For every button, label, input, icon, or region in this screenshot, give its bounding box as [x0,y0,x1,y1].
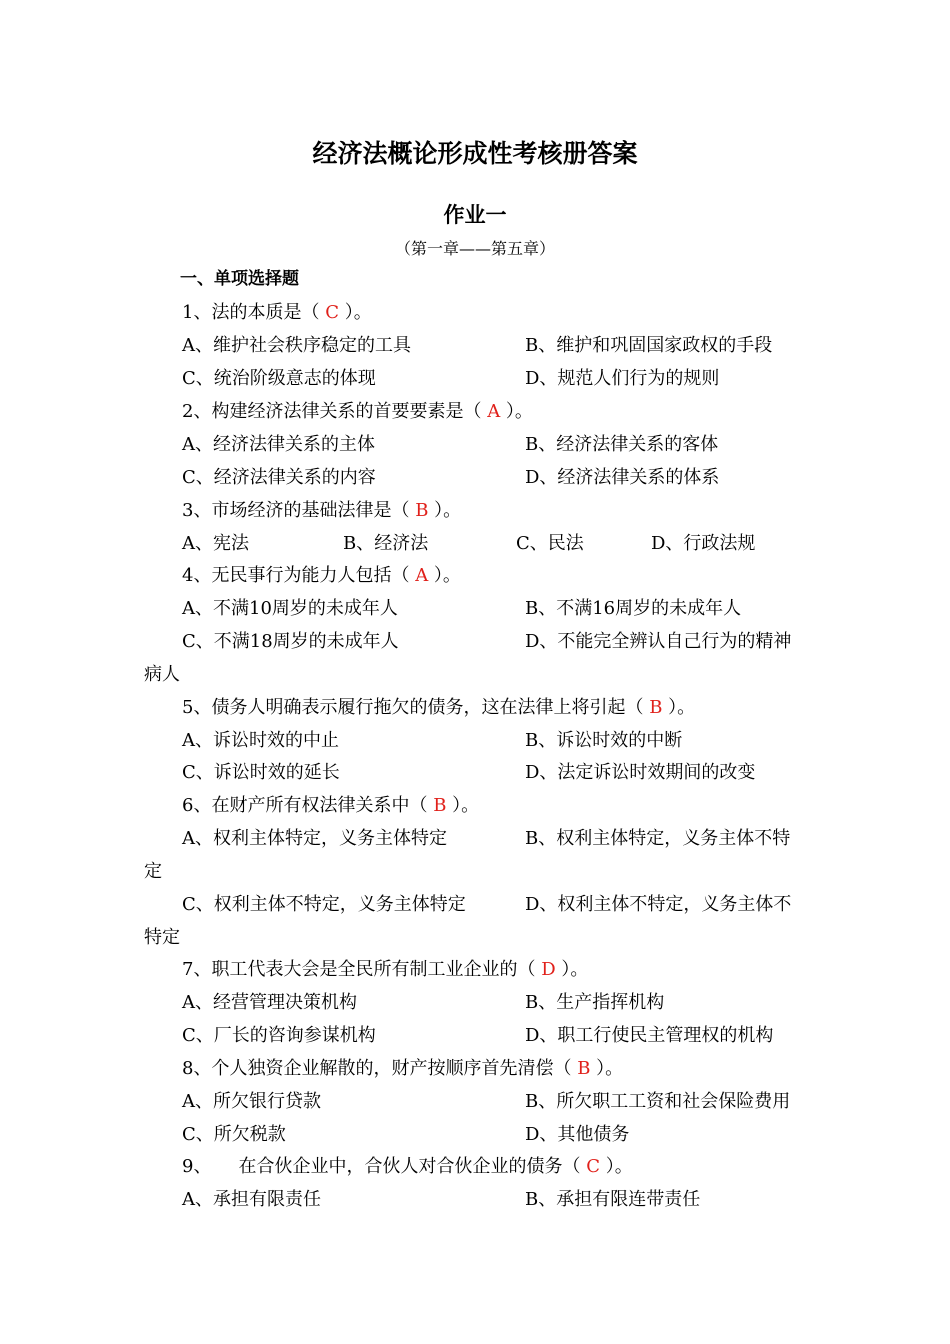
option-c: C、经济法律关系的内容 [182,467,376,488]
option-c: C、厂长的咨询参谋机构 [182,1025,376,1046]
option-d: D、不能完全辨认自己行为的精神 [525,631,792,652]
question-stem: 1、法的本质是（ C ）。 [182,302,372,323]
option-a: A、宪法 [182,533,249,554]
option-a: A、维护社会秩序稳定的工具 [182,335,411,356]
option-c: C、不满18周岁的未成年人 [182,631,399,652]
question-stem: 8、个人独资企业解散的，财产按顺序首先清偿（ B ）。 [182,1058,624,1079]
option-c: C、统治阶级意志的体现 [182,368,376,389]
question-stem: 3、市场经济的基础法律是（ B ）。 [182,500,462,521]
answer-mark: B [415,500,429,521]
option-b: B、诉讼时效的中断 [525,730,683,751]
option-c: C、权利主体不特定，义务主体特定 [182,894,466,915]
option-b: B、所欠职工工资和社会保险费用 [525,1091,791,1112]
option-d: D、行政法规 [651,533,756,554]
option-b: B、权利主体特定，义务主体不特 [525,828,791,849]
option-b-continued: 定 [144,861,162,882]
answer-mark: C [586,1156,600,1177]
question-stem: 4、无民事行为能力人包括（ A ）。 [182,565,461,586]
option-b: B、承担有限连带责任 [525,1189,701,1210]
question-stem: 7、职工代表大会是全民所有制工业企业的（ D ）。 [182,959,589,980]
option-d: D、职工行使民主管理权的机构 [525,1025,774,1046]
option-a: A、经济法律关系的主体 [182,434,375,455]
question-stem: 5、债务人明确表示履行拖欠的债务，这在法律上将引起（ B ）。 [182,697,696,718]
option-d-continued: 病人 [144,664,180,685]
option-b: B、经济法 [343,533,429,554]
answer-mark: C [325,302,339,323]
option-b: B、经济法律关系的客体 [525,434,719,455]
option-a: A、经营管理决策机构 [182,992,357,1013]
option-a: A、所欠银行贷款 [182,1091,321,1112]
option-d-continued: 特定 [144,927,180,948]
answer-mark: A [415,565,429,586]
answer-mark: B [577,1058,591,1079]
document-title: 经济法概论形成性考核册答案 [312,139,638,168]
option-d: D、其他债务 [525,1124,630,1145]
option-c: C、诉讼时效的延长 [182,762,340,783]
question-stem: 2、构建经济法律关系的首要要素是（ A ）。 [182,401,533,422]
option-d: D、经济法律关系的体系 [525,467,720,488]
option-b: B、生产指挥机构 [525,992,665,1013]
option-b: B、不满16周岁的未成年人 [525,598,742,619]
option-d: D、权利主体不特定，义务主体不 [525,894,792,915]
option-c: C、所欠税款 [182,1124,286,1145]
option-c: C、民法 [516,533,584,554]
answer-mark: B [433,795,447,816]
section-heading: 一、单项选择题 [180,269,299,289]
answer-mark: B [649,697,663,718]
option-a: A、权利主体特定，义务主体特定 [182,828,447,849]
option-d: D、法定诉讼时效期间的改变 [525,762,756,783]
option-a: A、不满10周岁的未成年人 [182,598,398,619]
question-stem: 6、在财产所有权法律关系中（ B ）。 [182,795,480,816]
answer-mark: A [487,401,501,422]
option-a: A、诉讼时效的中止 [182,730,339,751]
question-stem: 9、 在合伙企业中，合伙人对合伙企业的债务（ C ）。 [182,1156,633,1177]
chapter-range: （第一章——第五章） [394,239,555,258]
option-b: B、维护和巩固国家政权的手段 [525,335,773,356]
option-a: A、承担有限责任 [182,1189,321,1210]
option-d: D、规范人们行为的规则 [525,368,720,389]
assignment-heading: 作业一 [443,203,507,227]
answer-mark: D [541,959,556,980]
